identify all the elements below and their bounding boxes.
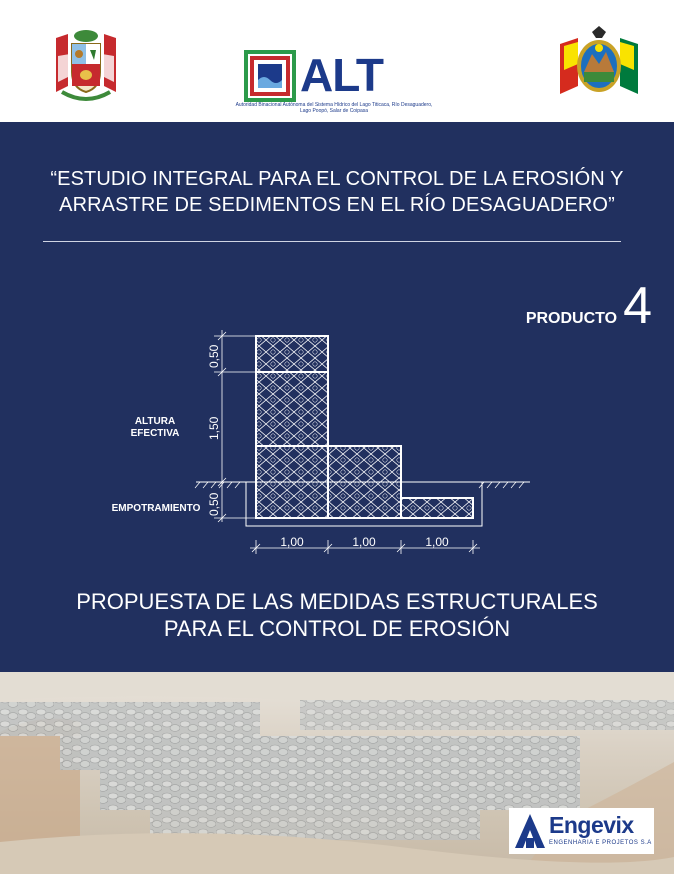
engevix-subtitle: ENGENHARIA E PROJETOS S.A — [549, 840, 652, 846]
dim-bottom: 0,50 — [207, 492, 221, 516]
cover-title-line1: “ESTUDIO INTEGRAL PARA EL CONTROL DE LA EROSIÓN Y — [50, 168, 624, 190]
dim-w2: 1,00 — [352, 535, 376, 549]
engevix-logo — [509, 808, 654, 854]
bolivia-coat-of-arms-icon — [556, 24, 642, 100]
gabion-box-upper — [256, 372, 328, 446]
label-altura-efectiva — [120, 416, 190, 440]
dim-w1: 1,00 — [280, 535, 304, 549]
header — [0, 0, 674, 122]
product-number: 4 — [623, 277, 652, 335]
gabion-box-top — [256, 336, 328, 372]
product-label: PRODUCTO — [525, 310, 618, 327]
alt-logo-text: ALT — [300, 49, 384, 101]
cover-subtitle — [20, 588, 654, 642]
gabion-box-apron — [401, 498, 473, 518]
engevix-name: Engevix — [549, 812, 634, 838]
label-altura: ALTURA — [134, 416, 176, 427]
gabion-diagram — [0, 322, 674, 562]
cover-title — [20, 166, 654, 218]
cover-subtitle-line1: PROPUESTA DE LAS MEDIDAS ESTRUCTURALES — [76, 589, 598, 614]
alt-logo-subtitle: Autoridad Binacional Autónoma del Sistema Hídrico del Lago Titicaca, Río Desaguadero, Lago Poopó, Salar de Coipasa — [235, 102, 433, 114]
label-empotramiento: EMPOTRAMIENTO — [111, 503, 201, 514]
cover-title-line2: ARRASTRE DE SEDIMENTOS EN EL RÍO DESAGUADERO” — [59, 194, 615, 216]
peru-coat-of-arms-icon — [48, 26, 124, 106]
dim-middle: 1,50 — [207, 416, 221, 440]
gabion-box-base-1 — [256, 446, 328, 518]
title-divider — [43, 241, 621, 242]
cover-subtitle-line2: PARA EL CONTROL DE EROSIÓN — [163, 616, 511, 641]
alt-logo-icon — [244, 50, 296, 102]
label-efectiva: EFECTIVA — [130, 428, 180, 439]
gabion-box-base-2 — [328, 446, 401, 518]
dim-top: 0,50 — [207, 344, 221, 368]
dim-w3: 1,00 — [425, 535, 449, 549]
engevix-a-icon — [513, 812, 547, 850]
